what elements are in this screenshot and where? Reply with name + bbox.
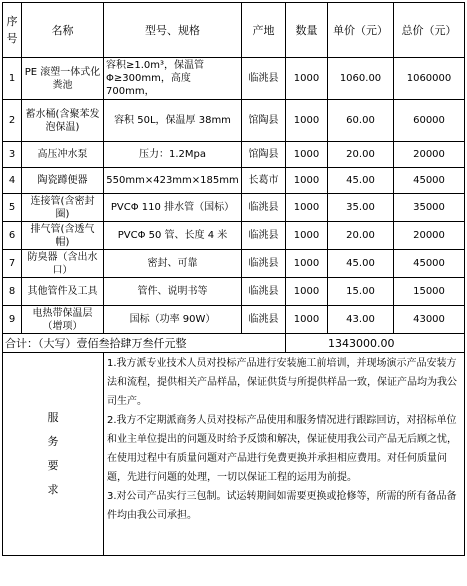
cell-qty: 1000 <box>286 194 328 222</box>
label-char: 服 <box>47 411 59 424</box>
cell-model: PVCΦ 50 管、长度 4 米 <box>104 222 242 250</box>
cell-name: 其他管件及工具 <box>22 278 104 306</box>
cell-model: 容积≥1.0m³，保温管Φ≥300mm，高度 700mm， <box>104 58 242 100</box>
cell-total: 45000 <box>394 168 465 194</box>
cell-price: 60.00 <box>328 100 394 142</box>
requirement-paragraph: 1.我方派专业技术人员对投标产品进行安装施工前培训，并现场演示产品安装方法和流程，提供相关产品样品，保证供货与所提供样品一致，保证产品均为我公司生产。 <box>107 358 457 407</box>
cell-total: 20000 <box>394 142 465 168</box>
table-row <box>3 250 465 278</box>
cell-price: 45.00 <box>328 250 394 278</box>
cell-model: 密封、可靠 <box>104 250 242 278</box>
cell-name: 蓄水桶(含聚苯发泡保温) <box>22 100 104 142</box>
table-row <box>3 168 465 194</box>
table-row <box>3 278 465 306</box>
total-row <box>3 334 465 353</box>
cell-seq: 5 <box>3 194 22 222</box>
cell-qty: 1000 <box>286 306 328 334</box>
cell-seq: 9 <box>3 306 22 334</box>
cell-price: 1060.00 <box>328 58 394 100</box>
service-requirements-label <box>3 353 104 556</box>
table-row <box>3 222 465 250</box>
cell-total: 45000 <box>394 250 465 278</box>
cell-origin: 馆陶县 <box>242 100 286 142</box>
cell-total: 35000 <box>394 194 465 222</box>
table-row <box>3 306 465 334</box>
table-row <box>3 58 465 100</box>
quotation-table <box>2 2 465 556</box>
cell-price: 43.00 <box>328 306 394 334</box>
cell-qty: 1000 <box>286 278 328 306</box>
cell-qty: 1000 <box>286 58 328 100</box>
label-char: 要 <box>47 459 59 472</box>
cell-price: 15.00 <box>328 278 394 306</box>
cell-seq: 6 <box>3 222 22 250</box>
cell-qty: 1000 <box>286 250 328 278</box>
table-row <box>3 142 465 168</box>
header-unit-price: 单价（元） <box>328 3 394 58</box>
header-origin: 产地 <box>242 3 286 58</box>
cell-name: 陶瓷蹲便器 <box>22 168 104 194</box>
requirement-paragraph: 3.对公司产品实行三包制。试运转期间如需要更换或抢修等，所需的所有备品备件均由我公司承担。 <box>107 491 457 521</box>
table-row <box>3 194 465 222</box>
header-qty: 数量 <box>286 3 328 58</box>
cell-qty: 1000 <box>286 100 328 142</box>
cell-model: 容积 50L，保温厚 38mm <box>104 100 242 142</box>
cell-seq: 3 <box>3 142 22 168</box>
cell-origin: 馆陶县 <box>242 142 286 168</box>
cell-seq: 7 <box>3 250 22 278</box>
quotation-sheet <box>2 2 464 556</box>
cell-origin: 临洮县 <box>242 194 286 222</box>
cell-qty: 1000 <box>286 142 328 168</box>
cell-price: 35.00 <box>328 194 394 222</box>
cell-total: 1060000 <box>394 58 465 100</box>
cell-model: PVCΦ 110 排水管（国标） <box>104 194 242 222</box>
cell-total: 20000 <box>394 222 465 250</box>
total-label: 合计：（大写）壹佰叁拾肆万叁仟元整 <box>3 334 286 353</box>
cell-name: PE 滚塑一体式化粪池 <box>22 58 104 100</box>
service-requirements-row <box>3 353 465 556</box>
cell-total: 43000 <box>394 306 465 334</box>
total-amount: 1343000.00 <box>286 334 465 353</box>
cell-origin: 临洮县 <box>242 306 286 334</box>
cell-model: 550mm×423mm×185mm <box>104 168 242 194</box>
cell-qty: 1000 <box>286 222 328 250</box>
cell-name: 高压冲水泵 <box>22 142 104 168</box>
cell-origin: 临洮县 <box>242 58 286 100</box>
cell-name: 防臭器（含出水口） <box>22 250 104 278</box>
service-requirements-text <box>104 353 465 556</box>
header-model: 型号、规格 <box>104 3 242 58</box>
cell-price: 20.00 <box>328 222 394 250</box>
cell-model: 国标（功率 90W） <box>104 306 242 334</box>
cell-price: 20.00 <box>328 142 394 168</box>
header-total-price: 总价（元） <box>394 3 465 58</box>
cell-name: 排气管(含透气帽) <box>22 222 104 250</box>
requirement-paragraph: 2.我方不定期派商务人员对投标产品使用和服务情况进行跟踪回访，对招标单位和业主单位提出的问题及时给予反馈和解决，保证使用我公司产品无后顾之忧，在使用过程中有质量问题对产品进行免费更换并承担相应费用。对任何质量问题，先进行问题的处理，一切以保证工程的运用为前提。 <box>107 415 457 483</box>
cell-total: 60000 <box>394 100 465 142</box>
cell-total: 15000 <box>394 278 465 306</box>
header-row <box>3 3 465 58</box>
cell-seq: 2 <box>3 100 22 142</box>
cell-model: 管件、说明书等 <box>104 278 242 306</box>
header-seq: 序号 <box>3 3 22 58</box>
table-row <box>3 100 465 142</box>
label-char: 务 <box>47 435 59 448</box>
cell-origin: 临洮县 <box>242 222 286 250</box>
cell-model: 压力：1.2Mpa <box>104 142 242 168</box>
cell-seq: 8 <box>3 278 22 306</box>
cell-name: 连接管(含密封圈) <box>22 194 104 222</box>
cell-origin: 临洮县 <box>242 278 286 306</box>
cell-origin: 临洮县 <box>242 250 286 278</box>
cell-price: 45.00 <box>328 168 394 194</box>
header-name: 名称 <box>22 3 104 58</box>
label-char: 求 <box>47 483 59 496</box>
cell-qty: 1000 <box>286 168 328 194</box>
cell-name: 电热带保温层（增项） <box>22 306 104 334</box>
cell-seq: 1 <box>3 58 22 100</box>
cell-seq: 4 <box>3 168 22 194</box>
cell-origin: 长葛市 <box>242 168 286 194</box>
